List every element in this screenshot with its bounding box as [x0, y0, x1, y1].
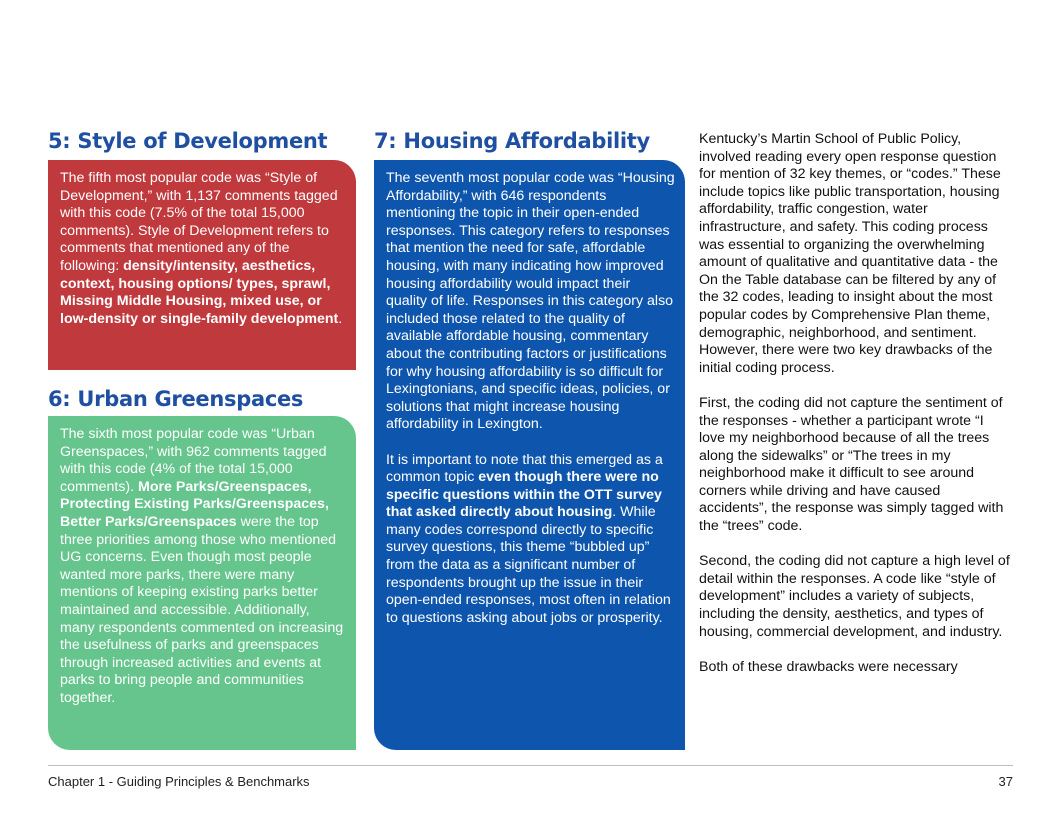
- housing-para-1: The seventh most popular code was “Housing Affordability,” with 646 respondents mentioning the topic in their open-ended responses. This category refers to responses that mention the need for safe, affordable housing, with many indicating how improved housing affordability would impact their quality of life. Responses in this category also included those related to the quality of available affordable housing, commentary about the contributing factors or justifications for why housing affordability is so difficult for Lexingtonians, and specific ideas, policies, or solutions that might increase housing affordability in Lexington.: [386, 170, 675, 433]
- page-number: 37: [998, 774, 1013, 789]
- housing-para-2: [386, 452, 675, 628]
- coding-para-1: Kentucky’s Martin School of Public Policy, involved reading every open response question for mention of 32 key themes, or “codes.” These include topics like public transportation, housing affordability, traffic congestion, water infrastructure, and safety. This coding process was essential to organizing the overwhelming amount of qualitative and quantitative data - the On the Table database can be filtered by any of the 32 codes, leading to insight about the most popular codes by Comprehensive Plan theme, demographic, neighborhood, and sentiment. However, there were two key drawbacks of the initial coding process.: [699, 131, 1001, 376]
- coding-para-2: First, the coding did not capture the sentiment of the responses - whether a participant wrote “I love my neighborhood because of all the trees along the sidewalks” or “The trees in my neighborhood make it difficult to see around corners while driving and have caused accidents”, the response was simply tagged with the “trees” code.: [699, 394, 1004, 535]
- section-7-heading: 7: Housing Affordability: [374, 129, 650, 153]
- section-6-heading: 6: Urban Greenspaces: [48, 387, 304, 411]
- housing-para-2-rest: . While many codes correspond directly to specific survey questions, this theme “bubbled up” from the data as a significant number of respondents brought up the issue in their open-ended responses, most often in relation to questions asking about jobs or prosperity.: [386, 504, 671, 626]
- coding-process-column: [699, 131, 1011, 694]
- greenspaces-bold-text: More Parks/Greenspaces, Protecting Existing Parks/Greenspaces, Better Parks/Greenspaces: [60, 478, 329, 530]
- urban-greenspaces-box: [48, 416, 356, 750]
- urban-greenspaces-text: [60, 426, 346, 708]
- housing-affordability-box: [374, 160, 685, 750]
- style-bold-text: density/intensity, aesthetics, context, housing options/ types, sprawl, Missing Middle Housing, mixed use, or low-density or single-family development: [60, 257, 339, 327]
- footer-chapter-title: Chapter 1 - Guiding Principles & Benchmarks: [48, 774, 310, 789]
- style-end-text: .: [338, 310, 343, 327]
- style-intro-text: The fifth most popular code was “Style of Development,” with 1,137 comments tagged with this code (7.5% of the total 15,000 comments). Style of Development refers to comments that mentioned any of the following:: [60, 170, 338, 274]
- greenspaces-rest-text: were the top three priorities among those who mentioned UG concerns. Even though most people wanted more parks, there were many mentions of keeping existing parks better maintained and accessible. Additionally, many respondents commented on increasing the usefulness of parks and greenspaces through increased activities and events at parks to bring people and communities together.: [60, 513, 344, 706]
- style-of-development-text: [60, 170, 346, 328]
- greenspaces-intro-text: The sixth most popular code was “Urban Greenspaces,” with 962 comments tagged with this code (4% of the total 15,000 comments).: [60, 426, 327, 495]
- coding-para-3: Second, the coding did not capture a high level of detail within the responses. A code like “style of development” includes a variety of subjects, including the density, aesthetics, and types of housing, commercial development, and industry.: [699, 553, 1010, 640]
- style-of-development-box: [48, 160, 356, 370]
- housing-para-2-intro: It is important to note that this emerged as a common topic: [386, 451, 663, 486]
- footer-divider: [48, 765, 1013, 766]
- housing-para-2-bold: even though there were no specific questions within the OTT survey that asked directly about housing: [386, 469, 662, 521]
- coding-para-4: Both of these drawbacks were necessary: [699, 658, 958, 675]
- section-5-heading: 5: Style of Development: [48, 129, 328, 153]
